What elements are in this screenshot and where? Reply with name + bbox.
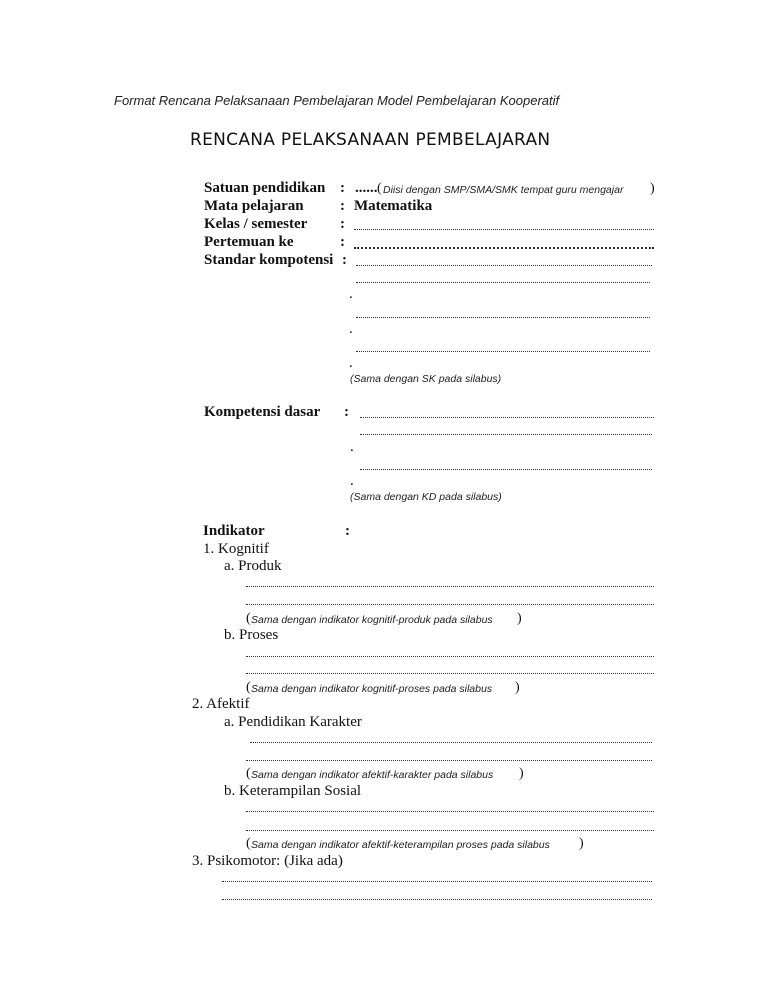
proses-fill-line-1[interactable]: [246, 655, 654, 657]
kd-period-1: .: [350, 439, 354, 455]
produk-heading: a. Produk: [224, 558, 282, 574]
sk-note: (Sama dengan SK pada silabus): [350, 373, 502, 385]
sk-colon: :: [342, 252, 347, 268]
proses-heading: b. Proses: [224, 627, 279, 643]
pertemuan-label: Pertemuan ke: [204, 234, 294, 250]
satuan-note-open: (: [377, 181, 382, 196]
sk-fill-line-2[interactable]: [356, 281, 650, 283]
sk-fill-line-3[interactable]: [356, 316, 650, 318]
sosial-note-close: ): [579, 836, 584, 851]
pertemuan-colon: :: [340, 234, 345, 250]
satuan-note-close: ): [650, 181, 655, 196]
mapel-value: Matematika: [354, 198, 433, 214]
mapel-colon: :: [340, 198, 345, 214]
karakter-heading: a. Pendidikan Karakter: [224, 714, 362, 730]
kelas-fill-line[interactable]: [354, 228, 654, 230]
satuan-colon: :: [340, 180, 345, 196]
mapel-label: Mata pelajaran: [204, 198, 304, 214]
produk-note-open: (: [246, 611, 251, 626]
kd-fill-line-1[interactable]: [360, 416, 654, 418]
kelas-label: Kelas / semester: [204, 216, 308, 232]
karakter-note: Sama dengan indikator afektif-karakter pada silabus: [251, 769, 494, 781]
karakter-note-close: ): [519, 766, 524, 781]
afektif-heading: 2. Afektif: [192, 696, 250, 712]
proses-note-open: (: [246, 680, 251, 695]
proses-note-close: ): [515, 680, 520, 695]
produk-fill-line-2[interactable]: [246, 603, 654, 605]
psikomotor-heading: 3. Psikomotor: (Jika ada): [192, 853, 343, 869]
kd-colon: :: [344, 404, 349, 420]
page-title: RENCANA PELAKSANAAN PEMBELAJARAN: [190, 130, 551, 150]
kd-period-2: .: [350, 473, 354, 489]
proses-fill-line-2[interactable]: [246, 672, 654, 674]
satuan-value: ......: [355, 180, 378, 196]
indikator-colon: :: [345, 523, 350, 539]
psikomotor-fill-line-2[interactable]: [222, 898, 652, 900]
sk-period-3: .: [349, 355, 353, 371]
produk-fill-line-1[interactable]: [246, 585, 654, 587]
sk-label: Standar kompotensi: [204, 252, 334, 268]
proses-note: Sama dengan indikator kognitif-proses pada silabus: [251, 683, 493, 695]
sk-fill-line-1[interactable]: [356, 264, 652, 266]
kd-fill-line-2[interactable]: [360, 433, 652, 435]
indikator-label: Indikator: [203, 523, 265, 539]
sk-period-2: .: [349, 321, 353, 337]
format-title: Format Rencana Pelaksanaan Pembelajaran Model Pembelajaran Kooperatif: [114, 93, 560, 108]
kd-fill-line-3[interactable]: [360, 468, 652, 470]
kelas-colon: :: [340, 216, 345, 232]
sosial-note: Sama dengan indikator afektif-keterampilan proses pada silabus: [251, 839, 550, 851]
pertemuan-fill-line[interactable]: [354, 246, 654, 249]
sk-period-1: .: [349, 286, 353, 302]
karakter-fill-line-1[interactable]: [250, 741, 652, 743]
kd-note: (Sama dengan KD pada silabus): [350, 491, 502, 503]
kognitif-heading: 1. Kognitif: [203, 541, 269, 557]
sosial-fill-line-1[interactable]: [246, 810, 654, 812]
sosial-heading: b. Keterampilan Sosial: [224, 783, 362, 799]
sosial-fill-line-2[interactable]: [246, 829, 654, 831]
satuan-label: Satuan pendidikan: [204, 180, 326, 196]
sosial-note-open: (: [246, 836, 251, 851]
psikomotor-fill-line-1[interactable]: [222, 880, 652, 882]
karakter-note-open: (: [246, 766, 251, 781]
satuan-note: Diisi dengan SMP/SMA/SMK tempat guru mengajar: [383, 184, 624, 196]
sk-fill-line-4[interactable]: [356, 350, 650, 352]
kd-label: Kompetensi dasar: [204, 404, 321, 420]
produk-note-close: ): [517, 611, 522, 626]
produk-note: Sama dengan indikator kognitif-produk pada silabus: [251, 614, 493, 626]
karakter-fill-line-2[interactable]: [246, 759, 652, 761]
